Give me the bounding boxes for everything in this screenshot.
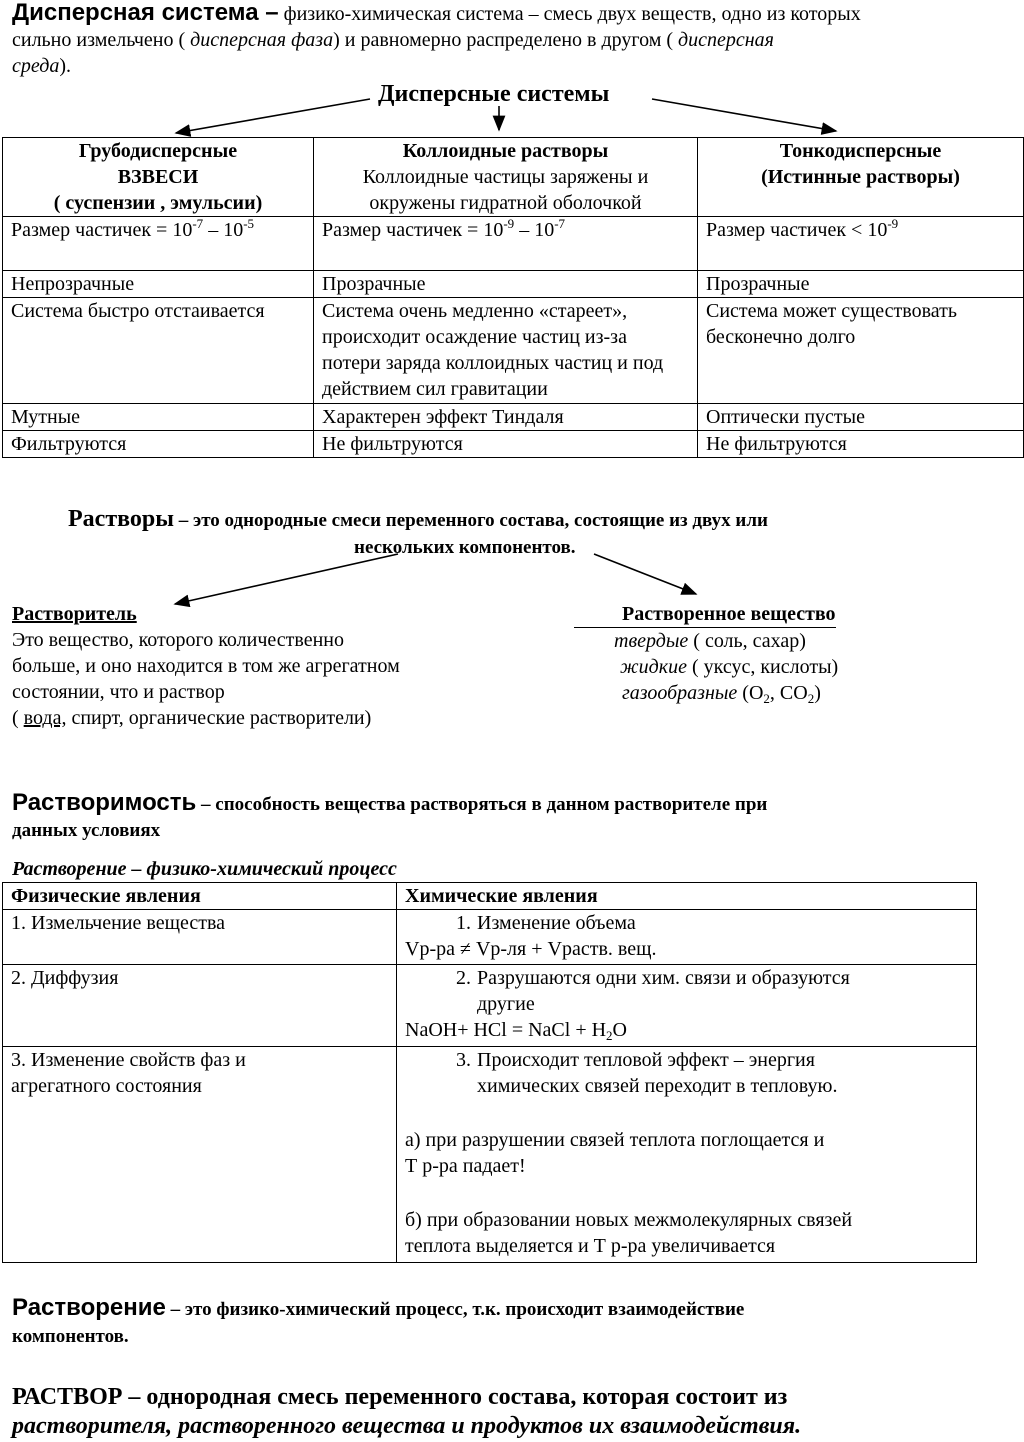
chemical-header: Химические явления bbox=[397, 883, 977, 910]
dissolution-definition bbox=[12, 1295, 744, 1324]
table-row bbox=[3, 404, 1024, 431]
arrow-to-solute bbox=[594, 554, 696, 594]
reaction-formula: NaOH+ HCl = NaCl + $H_2O$ bbox=[405, 1019, 627, 1043]
solubility-def1: – способность вещества растворяться в данном растворителе при bbox=[196, 794, 768, 815]
volume-formula: Vр-ра ≠ Vр-ля + Vраств. вещ. bbox=[405, 938, 657, 960]
solute-liquid-label: жидкие bbox=[620, 656, 687, 678]
dispersed-system-line3-end: ). bbox=[59, 55, 72, 77]
solvent-line1: Это вещество, которого количественно bbox=[12, 629, 344, 651]
solute-solid-label: твердые bbox=[614, 630, 689, 652]
solutions-definition bbox=[68, 506, 968, 535]
arrow-to-fine bbox=[652, 99, 836, 131]
table-cell: 2. Диффузия bbox=[3, 965, 397, 1047]
dispersed-system-line2a: сильно измельчено ( bbox=[12, 29, 191, 51]
table-cell: Система очень медленно «стареет», происходит осаждение частиц из-за потери заряда коллоидных частиц и под действием сил гравитации bbox=[314, 298, 698, 404]
table-row bbox=[3, 217, 1024, 271]
coarse-title: Грубодисперсные bbox=[78, 140, 238, 162]
dissolution-def1: – это физико-химический процесс, т.к. происходит взаимодействие bbox=[165, 1299, 745, 1320]
solvent-heading: Растворитель bbox=[12, 603, 137, 625]
solvent-line4a: ( bbox=[12, 707, 24, 729]
solvent-water: вода, bbox=[23, 707, 67, 729]
table-cell: 3. Изменение свойств фаз и агрегатного состояния bbox=[3, 1047, 397, 1263]
size-cell-coarse: Размер частичек = $10^{-7} - 10^{-5}$ bbox=[3, 217, 314, 271]
solute-liquid: ( уксус, кислоты) bbox=[686, 656, 839, 678]
fine-header bbox=[698, 138, 1024, 217]
table-cell: Прозрачные bbox=[698, 271, 1024, 298]
solubility-definition bbox=[12, 790, 767, 819]
solutions-def1: – это однородные смеси переменного состава, состоящие из двух или bbox=[173, 510, 768, 531]
table-cell: Мутные bbox=[3, 404, 314, 431]
dissolution-term: Растворение bbox=[12, 1294, 166, 1321]
dispersed-system-term: Дисперсная система – bbox=[12, 0, 279, 26]
colloid-sub1: Коллоидные частицы заряжены и bbox=[362, 166, 649, 188]
colloid-title: Коллоидные растворы bbox=[402, 140, 609, 162]
table-cell: Характерен эффект Тиндаля bbox=[314, 404, 698, 431]
solute-solid: ( соль, сахар) bbox=[688, 630, 806, 652]
dispersed-medium-term: дисперсная bbox=[678, 29, 774, 51]
fine-sub1: (Истинные растворы) bbox=[761, 166, 960, 188]
solution-def1: однородная смесь переменного состава, которая состоит из bbox=[140, 1384, 788, 1410]
dispersed-medium-term-end: среда bbox=[12, 55, 60, 77]
table-cell: 1. Изменение объема Vр-ра ≠ Vр-ля + Vраств. вещ. bbox=[397, 910, 977, 965]
table-cell: Система быстро отстаивается bbox=[3, 298, 314, 404]
coarse-header bbox=[3, 138, 314, 217]
table-row bbox=[3, 298, 1024, 404]
table-cell: Прозрачные bbox=[314, 271, 698, 298]
table-cell: 1. Измельчение вещества bbox=[3, 910, 397, 965]
colloid-header bbox=[314, 138, 698, 217]
table-row bbox=[3, 910, 977, 965]
coarse-sub2: ( суспензии , эмульсии) bbox=[53, 192, 263, 214]
dispersed-system-line1: физико-химическая система – смесь двух веществ, одно из которых bbox=[278, 3, 861, 25]
table-cell: 2. Разрушаются одни хим. связи и образуются другие NaOH+ HCl = NaCl + $H_2O$ bbox=[397, 965, 977, 1047]
table-cell: Непрозрачные bbox=[3, 271, 314, 298]
solute-block: Растворенное вещество твердые ( соль, сахар) жидкие ( уксус, кислоты) газообразные ($О_2$, $СО_2$) bbox=[574, 601, 974, 706]
table-cell: Оптически пустые bbox=[698, 404, 1024, 431]
table-row bbox=[3, 271, 1024, 298]
table-cell: Фильтруются bbox=[3, 431, 314, 458]
physical-header: Физические явления bbox=[3, 883, 397, 910]
solvent-line3: состоянии, что и раствор bbox=[12, 681, 225, 703]
fine-title: Тонкодисперсные bbox=[779, 140, 942, 162]
solution-term: РАСТВОР – bbox=[12, 1384, 141, 1410]
solutions-def2: нескольких компонентов. bbox=[354, 537, 576, 558]
solute-gas-label: газообразные bbox=[622, 682, 738, 704]
coarse-sub1: ВЗВЕСИ bbox=[117, 166, 199, 188]
solution-definition bbox=[12, 1382, 787, 1412]
table-cell: Система может существовать бесконечно долго bbox=[698, 298, 1024, 404]
table-row bbox=[3, 431, 1024, 458]
solubility-term: Растворимость bbox=[12, 789, 197, 816]
dissolution-def2: компонентов. bbox=[12, 1326, 129, 1347]
size-cell-fine: Размер частичек < $10^{-9}$ bbox=[698, 217, 1024, 271]
solute-heading: Растворенное вещество bbox=[574, 601, 836, 628]
table-header-row bbox=[3, 138, 1024, 217]
arrow-to-solvent bbox=[175, 554, 398, 604]
dissolution-table bbox=[2, 882, 977, 1263]
solution-def2: растворителя, растворенного вещества и продуктов их взаимодействия. bbox=[12, 1413, 802, 1439]
dispersed-systems-table bbox=[2, 137, 1024, 458]
table-row bbox=[3, 1047, 977, 1263]
table-row bbox=[3, 965, 977, 1047]
dissolution-caption: Растворение – физико-химический процесс bbox=[12, 858, 397, 880]
size-cell-colloid: Размер частичек = $10^{-9} - 10^{-7}$ bbox=[314, 217, 698, 271]
dispersed-system-line2b: ) и равномерно распределено в другом ( bbox=[333, 29, 679, 51]
solvent-block bbox=[12, 601, 532, 731]
solubility-def2: данных условиях bbox=[12, 820, 161, 841]
solvent-line2: больше, и оно находится в том же агрегатном bbox=[12, 655, 400, 677]
arrow-to-coarse bbox=[176, 99, 370, 133]
table-cell: 3. Происходит тепловой эффект – энергия химических связей переходит в тепловую. а) при разрушении связей теплота поглощается и Т р-ра падает! б) при образовании новых межмолекулярных связей теплота выделяется и Т р-ра увеличивается bbox=[397, 1047, 977, 1263]
table-header-row bbox=[3, 883, 977, 910]
dispersed-systems-title: Дисперсные системы bbox=[378, 81, 610, 107]
table-cell: Не фильтруются bbox=[314, 431, 698, 458]
table-cell: Не фильтруются bbox=[698, 431, 1024, 458]
dispersed-phase-term: дисперсная фаза bbox=[190, 29, 334, 51]
colloid-sub2: окружены гидратной оболочкой bbox=[369, 192, 642, 214]
solutions-term: Растворы bbox=[68, 506, 174, 532]
solvent-line4b: спирт, органические растворители) bbox=[66, 707, 372, 729]
